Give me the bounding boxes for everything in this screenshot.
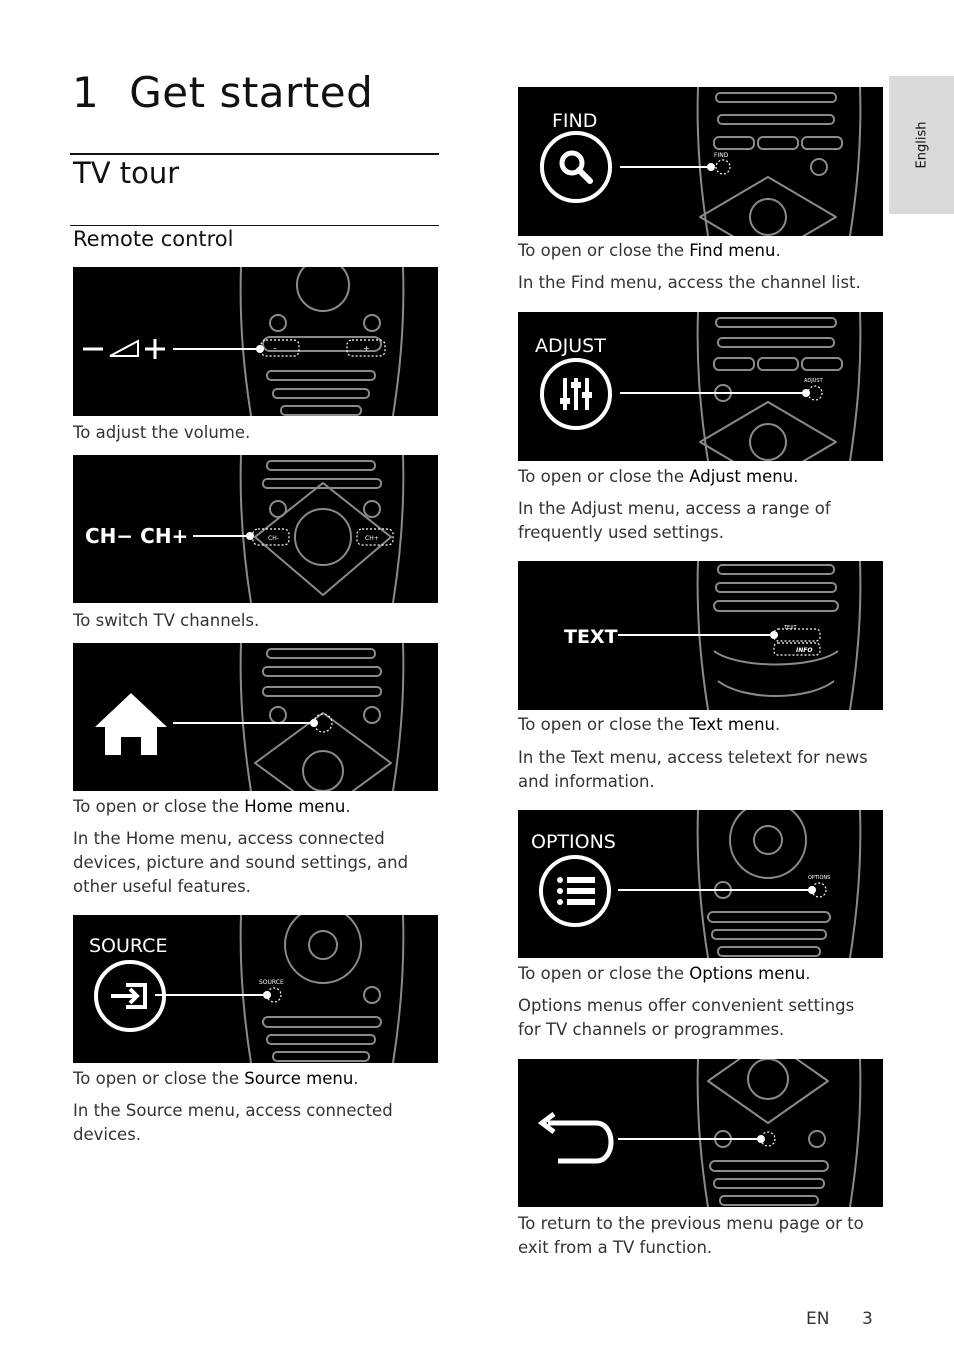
search-icon — [542, 133, 610, 201]
options-caption: To open or close the Options menu. — [518, 964, 811, 983]
back-icon — [542, 1114, 611, 1161]
text-small-label: TEXT — [784, 625, 797, 631]
svg-text:CH+: CH+ — [365, 535, 379, 542]
volume-caption: To adjust the volume. — [73, 423, 251, 442]
subsection-rule — [70, 225, 439, 226]
text-caption: To open or close the Text menu. — [518, 715, 781, 734]
find-note: In the Find menu, access the channel list. — [518, 273, 861, 292]
chapter-heading: 1 Get started — [72, 68, 374, 117]
adjust-illustration — [518, 312, 883, 461]
adjust-label: ADJUST — [535, 335, 606, 357]
language-tab[interactable] — [889, 76, 954, 214]
sliders-icon — [542, 360, 610, 428]
source-icon — [96, 962, 164, 1030]
svg-text:+: + — [363, 344, 370, 353]
find-caption: To open or close the Find menu. — [518, 241, 781, 260]
section-rule — [70, 153, 439, 155]
footer-language: EN — [806, 1309, 830, 1329]
channel-label: CH− CH+ — [85, 524, 189, 548]
find-label: FIND — [552, 110, 598, 132]
source-note: In the Source menu, access connected devices. — [73, 1101, 393, 1144]
text-note: In the Text menu, access teletext for news and information. — [518, 748, 868, 791]
channel-caption: To switch TV channels. — [73, 611, 260, 630]
section-title: TV tour — [73, 156, 180, 190]
back-caption: To return to the previous menu page or to exit from a TV function. — [518, 1214, 864, 1257]
options-illustration — [518, 810, 883, 958]
svg-text:CH-: CH- — [268, 535, 279, 542]
language-tab-label: English — [914, 121, 929, 169]
text-illustration — [518, 561, 883, 710]
info-small-label: INFO — [796, 647, 813, 654]
home-icon — [95, 693, 167, 755]
home-caption: To open or close the Home menu. — [73, 797, 351, 816]
home-note: In the Home menu, access connected devices, picture and sound settings, and other useful features. — [73, 829, 409, 896]
page-number: 3 — [862, 1309, 873, 1329]
source-illustration — [73, 915, 438, 1063]
options-label: OPTIONS — [531, 831, 616, 853]
volume-illustration — [73, 267, 438, 416]
adjust-small-label: ADJUST — [804, 378, 823, 384]
back-illustration — [518, 1059, 883, 1207]
options-small-label: OPTIONS — [808, 875, 831, 881]
home-illustration — [73, 643, 438, 791]
svg-text:–: – — [273, 344, 277, 353]
options-note: Options menus offer convenient settings for TV channels or programmes. — [518, 996, 855, 1039]
source-small-label: SOURCE — [259, 979, 284, 986]
list-icon — [541, 857, 609, 925]
text-label: TEXT — [564, 626, 618, 648]
find-illustration — [518, 87, 883, 236]
source-label: SOURCE — [89, 935, 168, 957]
adjust-caption: To open or close the Adjust menu. — [518, 467, 799, 486]
channel-illustration — [73, 455, 438, 603]
find-small-label: FIND — [714, 152, 729, 159]
adjust-note: In the Adjust menu, access a range of frequently used settings. — [518, 499, 831, 542]
source-caption: To open or close the Source menu. — [73, 1069, 359, 1088]
subsection-title: Remote control — [73, 227, 234, 251]
